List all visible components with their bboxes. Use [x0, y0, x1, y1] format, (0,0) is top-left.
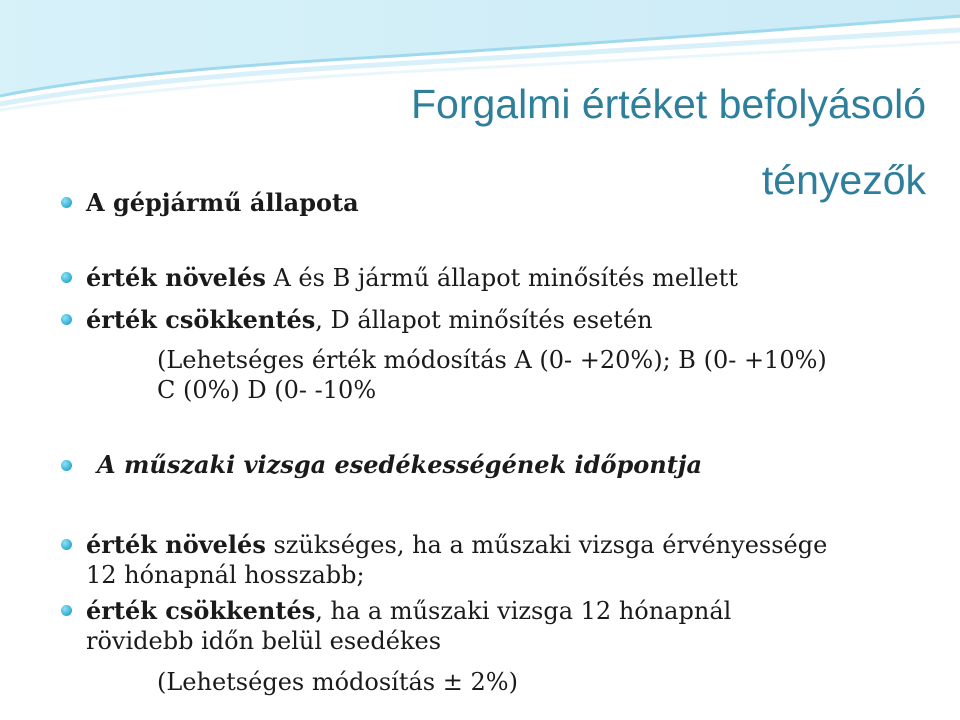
slide-title-line2: tényezők: [761, 157, 926, 203]
item-bold-label: érték növelés: [86, 263, 266, 292]
section-heading-inspection-date: A műszaki vizsga esedékességének időpontja: [97, 450, 703, 479]
bullet-icon: [61, 539, 72, 550]
list-item: [86, 530, 828, 559]
section-heading-vehicle-condition: A gépjármű állapota: [86, 188, 359, 217]
bullet-icon: [61, 460, 72, 471]
list-item: [86, 305, 653, 334]
item-bold-label: érték csökkentés: [86, 305, 316, 334]
item-text: , ha a műszaki vizsga 12 hónapnál: [315, 597, 732, 625]
bullet-icon: [61, 314, 72, 325]
list-item: [86, 596, 732, 625]
item-text: , D állapot minősítés esetén: [315, 306, 653, 334]
list-item-continuation: 12 hónapnál hosszabb;: [86, 561, 365, 589]
item-text: A és B jármű állapot minősítés mellett: [265, 264, 738, 292]
bullet-icon: [61, 272, 72, 283]
bullet-icon: [61, 197, 72, 208]
modification-note: (Lehetséges módosítás ± 2%): [157, 668, 518, 696]
item-bold-label: érték növelés: [86, 530, 266, 559]
bullet-icon: [61, 605, 72, 616]
list-item-continuation: rövidebb időn belül esedékes: [86, 627, 442, 655]
list-item: [86, 263, 738, 292]
modification-note-line2: C (0%) D (0- -10%: [157, 376, 377, 404]
modification-note-line1: (Lehetséges érték módosítás A (0- +20%); B (0- +10%): [157, 346, 827, 374]
item-bold-label: érték csökkentés: [86, 596, 316, 625]
item-text: szükséges, ha a műszaki vizsga érvényessége: [265, 531, 828, 559]
slide-title-line1: Forgalmi értéket befolyásoló: [410, 81, 926, 127]
